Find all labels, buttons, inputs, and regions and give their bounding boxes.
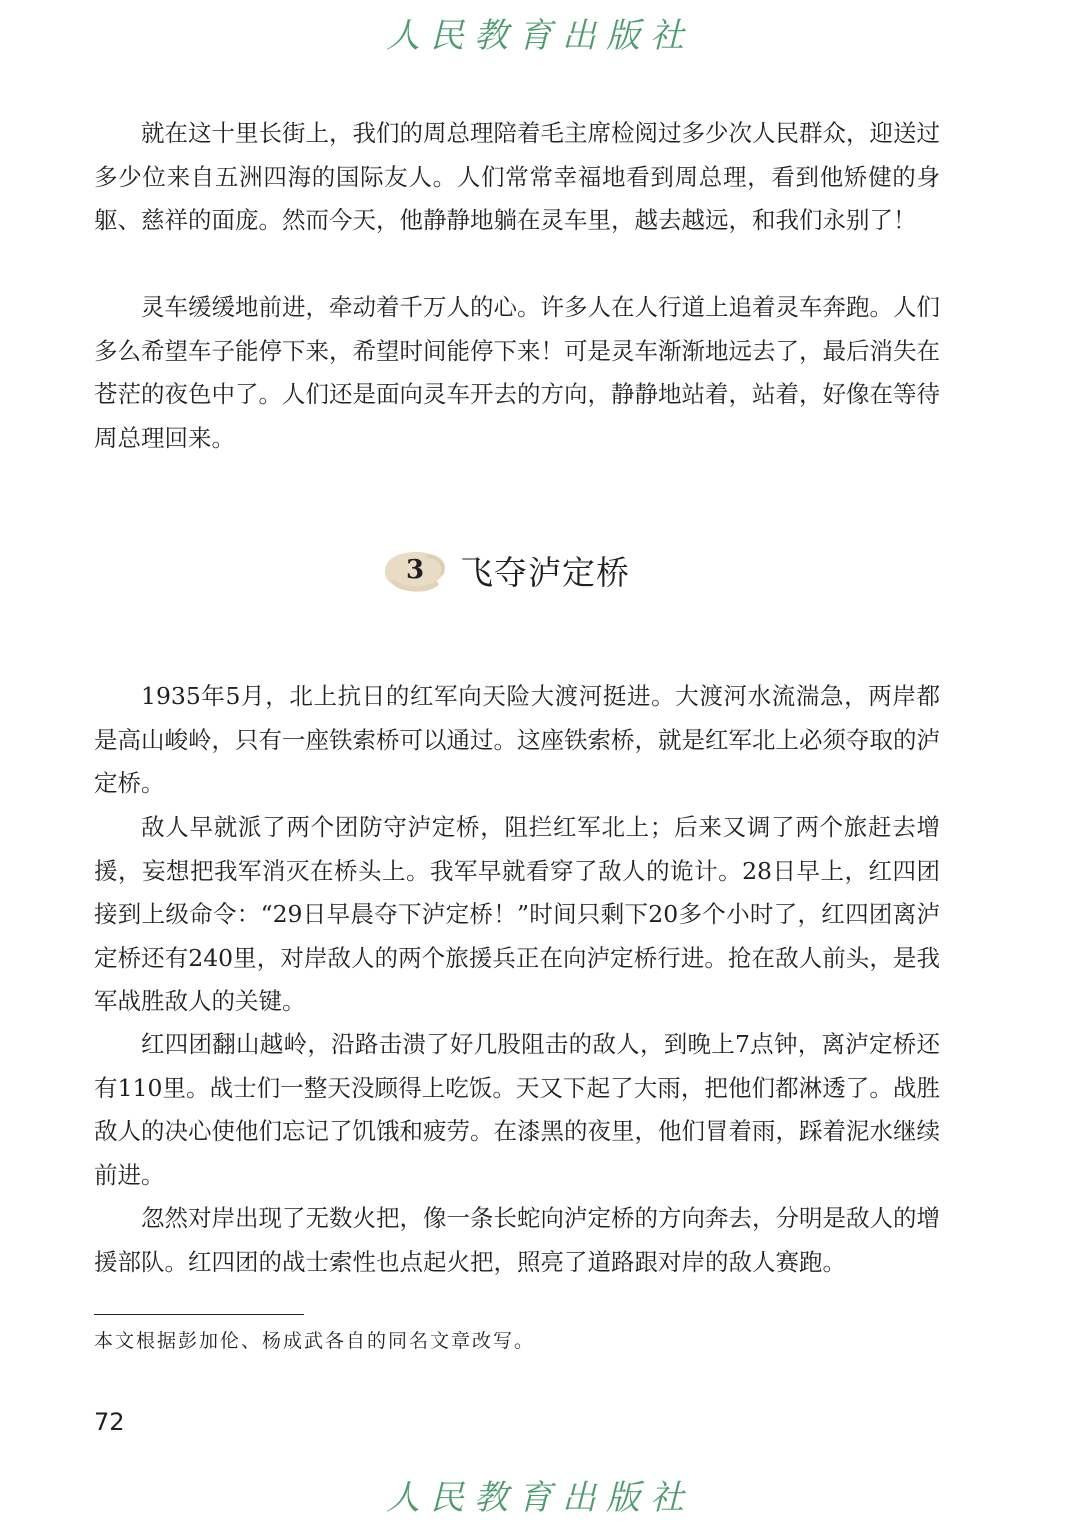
paragraph-1: 就在这十里长街上，我们的周总理陪着毛主席检阅过多少次人民群众，迎送过多少位来自五洲四海的国际友人。人们常常幸福地看到周总理，看到他矫健的身躯、慈祥的面庞。然而今天，他静静地躺在灵车里，越去越远，和我们永别了！ [94,119,940,234]
lesson-number-badge [380,544,450,596]
publisher-watermark-top: 人民教育出版社 [386,16,694,56]
lesson-number: 3 [405,555,425,585]
paragraph-2: 灵车缓缓地前进，牵动着千万人的心。许多人在人行道上追着灵车奔跑。人们多么希望车子能停下来，希望时间能停下来！可是灵车渐渐地远去了，最后消失在苍茫的夜色中了。人们还是面向灵车开去的方向，静静地站着，站着，好像在等待周总理回来。 [94,293,940,452]
lesson-heading [380,540,630,600]
lesson-paragraph-1: 1935年5月，北上抗日的红军向天险大渡河挺进。大渡河水流湍急，两岸都是高山峻岭，只有一座铁索桥可以通过。这座铁索桥，就是红军北上必须夺取的泸定桥。 [94,682,940,797]
footnote: 本文根据彭加伦、杨成武各自的同名文章改写。 [94,1330,536,1352]
lesson-paragraph-3: 红四团翻山越岭，沿路击溃了好几股阻击的敌人，到晚上7点钟，离泸定桥还有110里。战士们一整天没顾得上吃饭。天又下起了大雨，把他们都淋透了。战胜敌人的决心使他们忘记了饥饿和疲劳。在漆黑的夜里，他们冒着雨，踩着泥水继续前进。 [94,1030,940,1189]
page-number: 72 [94,1408,125,1436]
publisher-watermark-bottom: 人民教育出版社 [386,1478,694,1518]
lesson-paragraph-2: 敌人早就派了两个团防守泸定桥，阻拦红军北上；后来又调了两个旅赶去增援，妄想把我军消灭在桥头上。我军早就看穿了敌人的诡计。28日早上，红四团接到上级命令：“29日早晨夺下泸定桥！”时间只剩下20多个小时了，红四团离泸定桥还有240里，对岸敌人的两个旅援兵正在向泸定桥行进。抢在敌人前头，是我军战胜敌人的关键。 [94,813,940,1015]
lesson-title: 飞夺泸定桥 [460,552,630,592]
lesson-paragraph-4: 忽然对岸出现了无数火把，像一条长蛇向泸定桥的方向奔去，分明是敌人的增援部队。红四团的战士索性也点起火把，照亮了道路跟对岸的敌人赛跑。 [94,1204,940,1276]
footnote-divider [94,1314,304,1315]
